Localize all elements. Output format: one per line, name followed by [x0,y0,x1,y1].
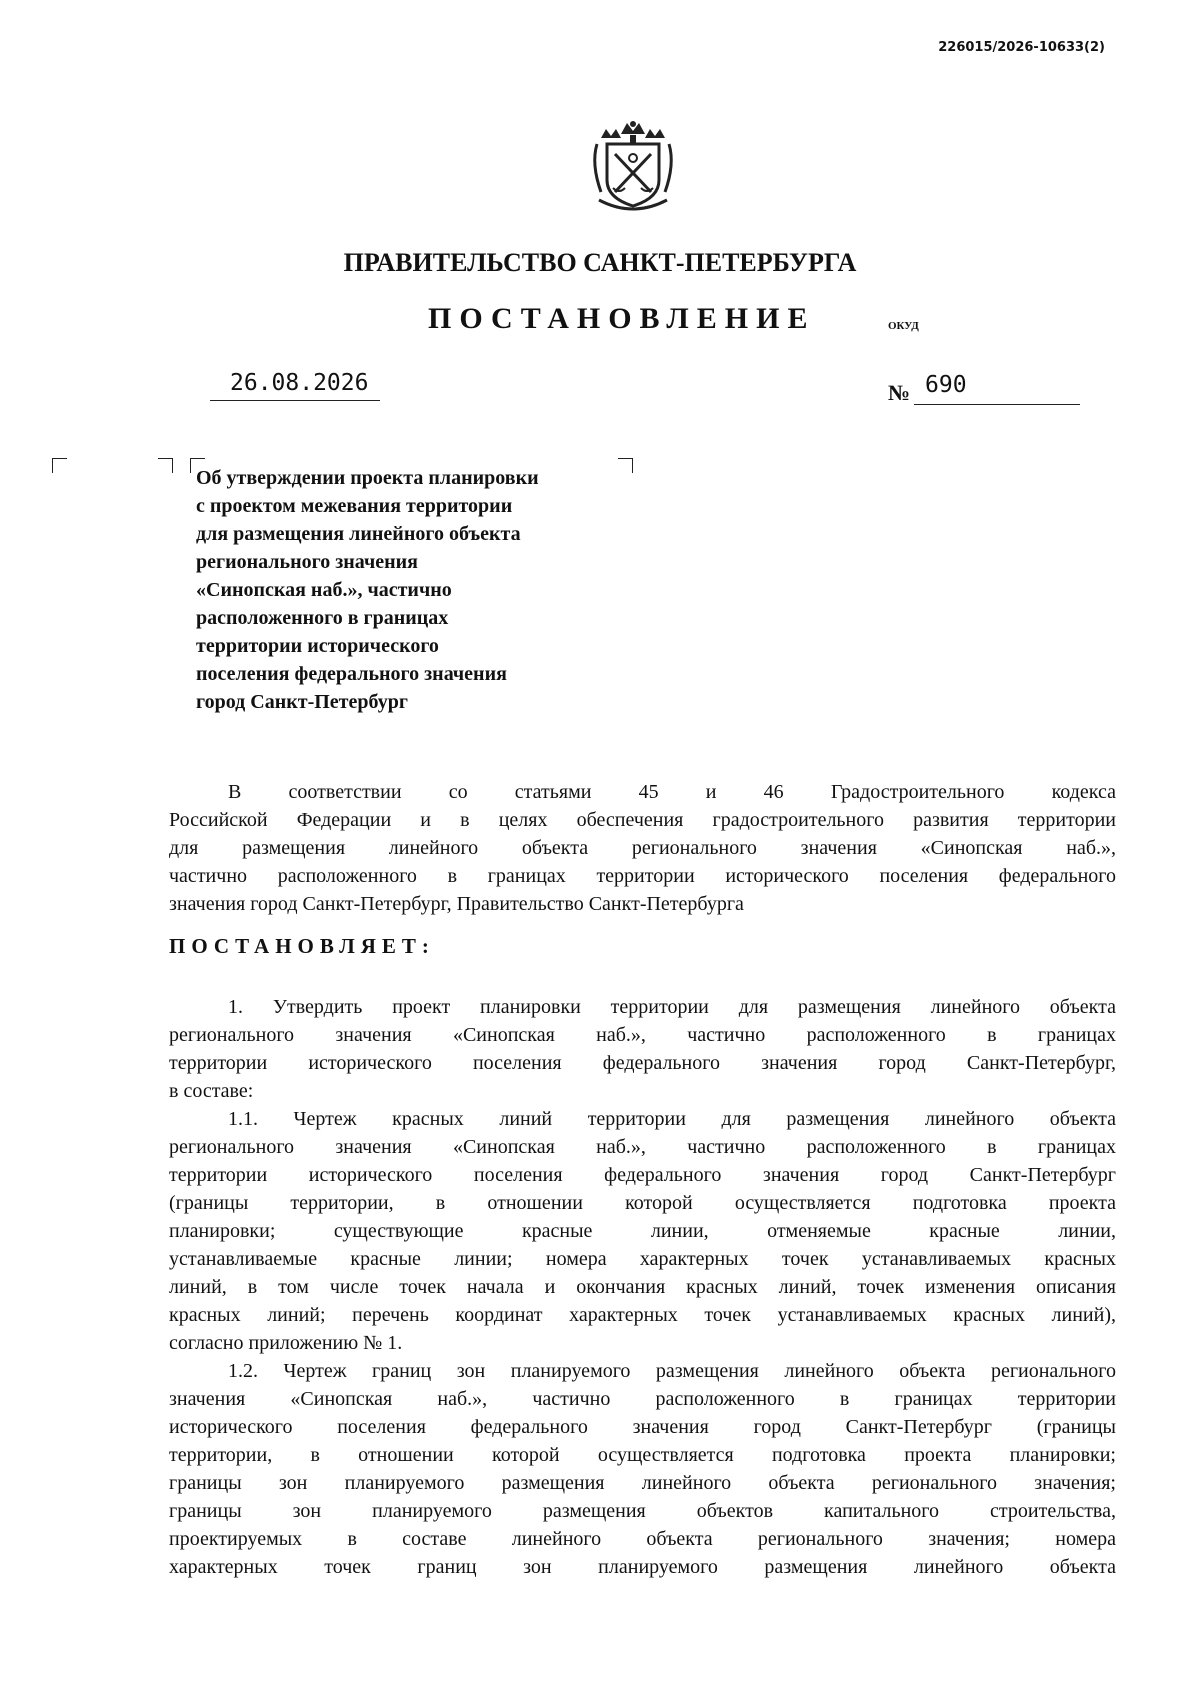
resolves-heading: ПОСТАНОВЛЯЕТ: [169,934,435,958]
subject-line: для размещения линейного объекта [196,523,521,545]
clause-line: границы зон планируемого размещения линейного объекта регионального значения; [169,1472,1116,1494]
margin-corner-mark [158,458,173,473]
clause-line: 1.1. Чертеж красных линий территории для размещения линейного объекта [228,1108,1116,1130]
subject-line: поселения федерального значения [196,663,507,685]
preamble-line: В соответствии со статьями 45 и 46 Градостроительного кодекса [228,781,1116,803]
number-underline [914,404,1080,405]
margin-corner-mark [52,458,67,473]
decree-number: 690 [925,372,967,398]
coat-of-arms-icon [583,118,683,218]
clause-line: согласно приложению № 1. [169,1332,403,1354]
clause-line: красных линий; перечень координат характерных точек устанавливаемых красных линий), [169,1304,1116,1326]
government-title: ПРАВИТЕЛЬСТВО САНКТ-ПЕТЕРБУРГА [343,248,857,277]
clause-line: значения «Синопская наб.», частично расположенного в границах территории [169,1388,1116,1410]
subject-line: территории исторического [196,635,439,657]
clause-line: характерных точек границ зон планируемого размещения линейного объекта [169,1556,1116,1578]
preamble-paragraph [169,778,1116,918]
clause-line: линий, в том числе точек начала и окончания красных линий, точек изменения описания [169,1276,1116,1298]
clause-line: регионального значения «Синопская наб.», частично расположенного в границах [169,1024,1116,1046]
clause-line: (границы территории, в отношении которой осуществляется подготовка проекта [169,1192,1116,1214]
okud-label: ОКУД [888,320,919,332]
document-code: 226015/2026-10633(2) [938,40,1105,55]
clause-line: регионального значения «Синопская наб.», частично расположенного в границах [169,1136,1116,1158]
clause-line: планировки; существующие красные линии, отменяемые красные линии, [169,1220,1116,1242]
number-sign: № [888,380,911,405]
clause-line: в составе: [169,1080,254,1102]
clause-line: проектируемых в составе линейного объекта регионального значения; номера [169,1528,1116,1550]
date-underline [210,400,380,401]
subject-line: Об утверждении проекта планировки [196,467,539,489]
subject-line: регионального значения [196,551,418,573]
subject-line: расположенного в границах [196,607,449,629]
clause-line: исторического поселения федерального значения город Санкт-Петербург (границы [169,1416,1116,1438]
subject-line: город Санкт-Петербург [196,691,408,713]
subject-line: «Синопская наб.», частично [196,579,452,601]
decree-subject [196,464,626,716]
clause-line: территории, в отношении которой осуществляется подготовка проекта планировки; [169,1444,1116,1466]
clause-line: 1. Утвердить проект планировки территории для размещения линейного объекта [228,996,1116,1018]
clause-line: территории исторического поселения федерального значения город Санкт-Петербург, [169,1052,1116,1074]
subject-line: с проектом межевания территории [196,495,513,517]
decree-date: 26.08.2026 [230,370,369,396]
clause-line: границы зон планируемого размещения объектов капитального строительства, [169,1500,1116,1522]
preamble-line: значения город Санкт-Петербург, Правительство Санкт-Петербурга [169,893,744,915]
clause-line: территории исторического поселения федерального значения город Санкт-Петербург [169,1164,1116,1186]
clause-line: 1.2. Чертеж границ зон планируемого размещения линейного объекта регионального [228,1360,1116,1382]
decree-clauses [169,993,1116,1581]
preamble-line: для размещения линейного объекта регионального значения «Синопская наб.», [169,837,1116,859]
clause-line: устанавливаемые красные линии; номера характерных точек устанавливаемых красных [169,1248,1116,1270]
preamble-line: Российской Федерации и в целях обеспечения градостроительного развития территории [169,809,1116,831]
preamble-line: частично расположенного в границах территории исторического поселения федерального [169,865,1116,887]
decree-title: ПОСТАНОВЛЕНИЕ [428,302,816,335]
